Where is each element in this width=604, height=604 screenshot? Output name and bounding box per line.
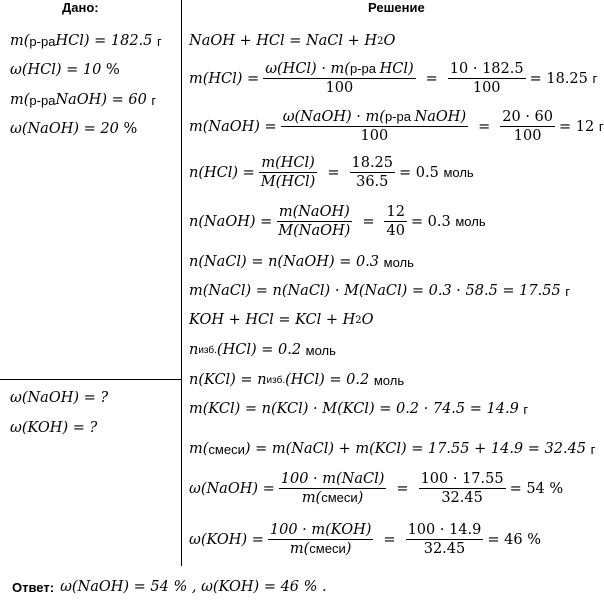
find-line-1: ω(NaOH) = ? bbox=[10, 390, 109, 406]
answer-label: Ответ: bbox=[12, 579, 55, 595]
reaction-equation-2: KOH + HCl = KCl + H 2 O bbox=[189, 312, 374, 328]
vertical-divider bbox=[181, 0, 182, 566]
mass-nacl-calc: m(NaCl) = n(NaCl) · M(NaCl) = 0.3 · 58.5 = 17.55 г bbox=[189, 283, 571, 299]
mass-naoh-calc: m(NaOH) = $\frac{\text{ω(NaOH) · m(р-ра NaOH)}}{100}$ = $\frac{20 \cdot 60}{100}$ = 12 г bbox=[189, 109, 604, 144]
mass-mixture-calc: m( смеси ) = m(NaCl) + m(KCl) = 17.55 + 14.9 = 32.45 г bbox=[189, 441, 596, 457]
given-line-2: ω(HCl) = 10 % bbox=[10, 62, 120, 78]
fraction-koh-calc: ω(KOH) = $\frac{\text{100 · m(KOH)}}{\text{m(смеси)}}$ = $\frac{100 \cdot 14.9}{32.45}$ = 46 % bbox=[189, 522, 541, 557]
reaction-equation-1: NaOH + HCl = NaCl + H 2 O bbox=[189, 33, 396, 49]
excess-hcl-moles: n изб. (HCl) = 0.2 моль bbox=[189, 342, 336, 358]
moles-naoh-calc: n(NaOH) = $\frac{\text{m(NaOH)}}{\text{M(NaOH)}}$ = $\frac{12}{40}$ = 0.3 моль bbox=[189, 204, 486, 239]
moles-kcl-calc: n(KCl) = n изб. (HCl) = 0.2 моль bbox=[189, 372, 405, 388]
fraction-naoh-calc: ω(NaOH) = $\frac{\text{100 · m(NaCl)}}{\text{m(смеси)}}$ = $\frac{100 \cdot 17.55}{32.45}$ = 54 % bbox=[189, 471, 564, 506]
find-line-2: ω(KOH) = ? bbox=[10, 420, 98, 436]
mass-hcl-calc: m(HCl) = $\frac{\text{ω(HCl) · m(р-ра HCl)}}{100}$ = $\frac{10 \cdot 182.5}{100}$ = 18.25 г bbox=[189, 61, 598, 96]
given-line-4: ω(NaOH) = 20 % bbox=[10, 121, 138, 137]
mass-kcl-calc: m(KCl) = n(KCl) · M(KCl) = 0.2 · 74.5 = 14.9 г bbox=[189, 401, 529, 417]
moles-nacl-calc: n(NaCl) = n(NaOH) = 0.3 моль bbox=[189, 254, 414, 270]
given-line-3: m( р-ра NaOH ) = 60 г bbox=[10, 92, 157, 108]
given-header: Дано: bbox=[62, 0, 99, 15]
solution-header: Решение bbox=[368, 0, 425, 15]
given-line-1: m( р-ра HCl ) = 182.5 г bbox=[10, 33, 162, 49]
answer-text: ω(NaOH) = 54 % , ω(KOH) = 46 % . bbox=[60, 579, 327, 595]
horizontal-divider bbox=[0, 379, 181, 380]
answer-line bbox=[12, 579, 327, 595]
moles-hcl-calc: n(HCl) = $\frac{\text{m(HCl)}}{\text{M(HCl)}}$ = $\frac{18.25}{36.5}$ = 0.5 моль bbox=[189, 155, 474, 190]
